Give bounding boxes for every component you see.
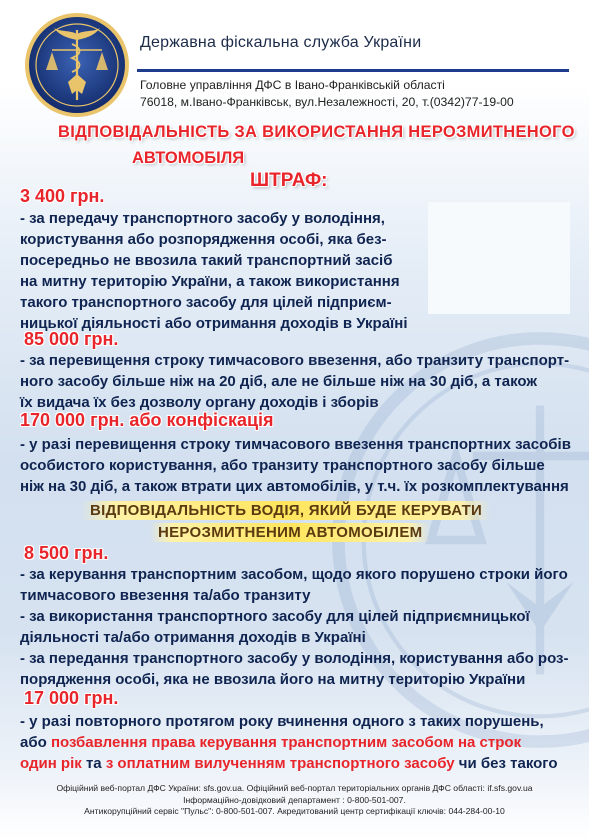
text-span: або: [20, 734, 51, 751]
text-line: ницької діяльності або отримання доходів в Україні: [20, 315, 408, 332]
text-line: порядження особі, яка не ввозила його на митну територію України: [20, 671, 526, 688]
address-line: 76018, м.Івано-Франківськ, вул.Незалежності, 20, т.(0342)77-19-00: [140, 95, 514, 109]
fine-amount-17000: 17 000 грн.: [24, 688, 119, 708]
footer-line: Інформаційно-довідковий департамент : 0-800-501-007.: [183, 794, 406, 805]
fine-description-17000: [20, 711, 589, 774]
fine-description-8500: [20, 564, 589, 690]
section2-title-line1: ВІДПОВІДАЛЬНІСТЬ ВОДІЯ, ЯКИЙ БУДЕ КЕРУВАТИ: [82, 501, 490, 520]
text-line: такого транспортного засобу для цілей підприєм-: [20, 294, 392, 311]
fine-description-3400: [20, 208, 589, 334]
highlight-text: з оплатним вилученням транспортного засобу: [105, 755, 455, 772]
text-line: [20, 753, 589, 774]
text-line: їх видача їх без дозволу органу доходів і зборів: [20, 394, 379, 411]
text-line: особистого користування, або транзиту транспортного засобу більше: [20, 457, 545, 474]
text-line: - у разі повторного протягом року вчинення одного з таких порушень,: [20, 713, 544, 730]
text-line: - за використання транспортного засобу для цілей підприємницької: [20, 608, 530, 625]
text-line: на митну територію України, а також використання: [20, 273, 400, 290]
text-line: користування або розпорядження особі, яка без-: [20, 231, 387, 248]
text-line: тимчасового ввезення та/або транзиту: [20, 587, 311, 604]
footer-line: Офіційний веб-портал ДФС України: sfs.gov.ua. Офіційний веб-портал територіальних органів ДФС області: if.sfs.gov.ua: [56, 783, 533, 793]
text-line: ніж на 30 діб, а також втрати цих автомобілів, у т.ч. їх розкомплектування: [20, 478, 569, 495]
highlight-text: один рік: [20, 755, 82, 772]
text-line: - за перевищення строку тимчасового ввезення, або транзиту транспорт-: [20, 352, 570, 369]
text-span: чи без такого: [454, 755, 558, 772]
text-line: діяльності та/або отримання доходів в Україні: [20, 629, 366, 646]
section2-title-line2: НЕРОЗМИТНЕНИМ АВТОМОБІЛЕМ: [150, 523, 430, 542]
header-divider: [137, 69, 569, 72]
highlight-text: позбавлення права керування транспортним засобом на строк: [50, 734, 522, 751]
footer-line: Антикорупційний сервіс "Пульс": 0-800-501-007. Акредитований центр сертифікації ключів: 044-284-00-10: [84, 806, 505, 816]
fine-amount-3400: 3 400 грн.: [20, 186, 105, 206]
fine-description-170000: [20, 434, 589, 497]
text-line: - за передання транспортного засобу у володіння, користування або роз-: [20, 650, 569, 667]
text-line: посередньо не ввозила такий транспортний засіб: [20, 252, 393, 269]
fine-amount-170000: 170 000 грн. або конфіскація: [20, 410, 274, 430]
section1-title-line2: АВТОМОБІЛЯ: [132, 149, 245, 167]
fine-amount-85000: 85 000 грн.: [24, 329, 119, 349]
text-line: [20, 732, 589, 753]
text-line: - у разі перевищення строку тимчасового ввезення транспортних засобів: [20, 436, 571, 453]
org-name: Державна фіскальна служба України: [140, 34, 422, 51]
dfs-emblem-icon: [22, 10, 132, 120]
footer: [0, 783, 589, 818]
fine-description-85000: [20, 350, 589, 413]
fine-amount-8500: 8 500 грн.: [24, 543, 109, 563]
text-span: та: [81, 755, 106, 772]
penalty-label: ШТРАФ:: [250, 170, 328, 191]
text-line: - за передачу транспортного засобу у володіння,: [20, 210, 385, 227]
text-line: - за керування транспортним засобом, щодо якого порушено строки його: [20, 566, 568, 583]
department-name: Головне управління ДФС в Івано-Франківській області: [140, 78, 445, 92]
text-line: ного засобу більше ніж на 20 діб, але не більше ніж на 30 діб, а також: [20, 373, 538, 390]
section1-title-line1: ВІДПОВІДАЛЬНІСТЬ ЗА ВИКОРИСТАННЯ НЕРОЗМИТНЕНОГО: [58, 123, 575, 141]
